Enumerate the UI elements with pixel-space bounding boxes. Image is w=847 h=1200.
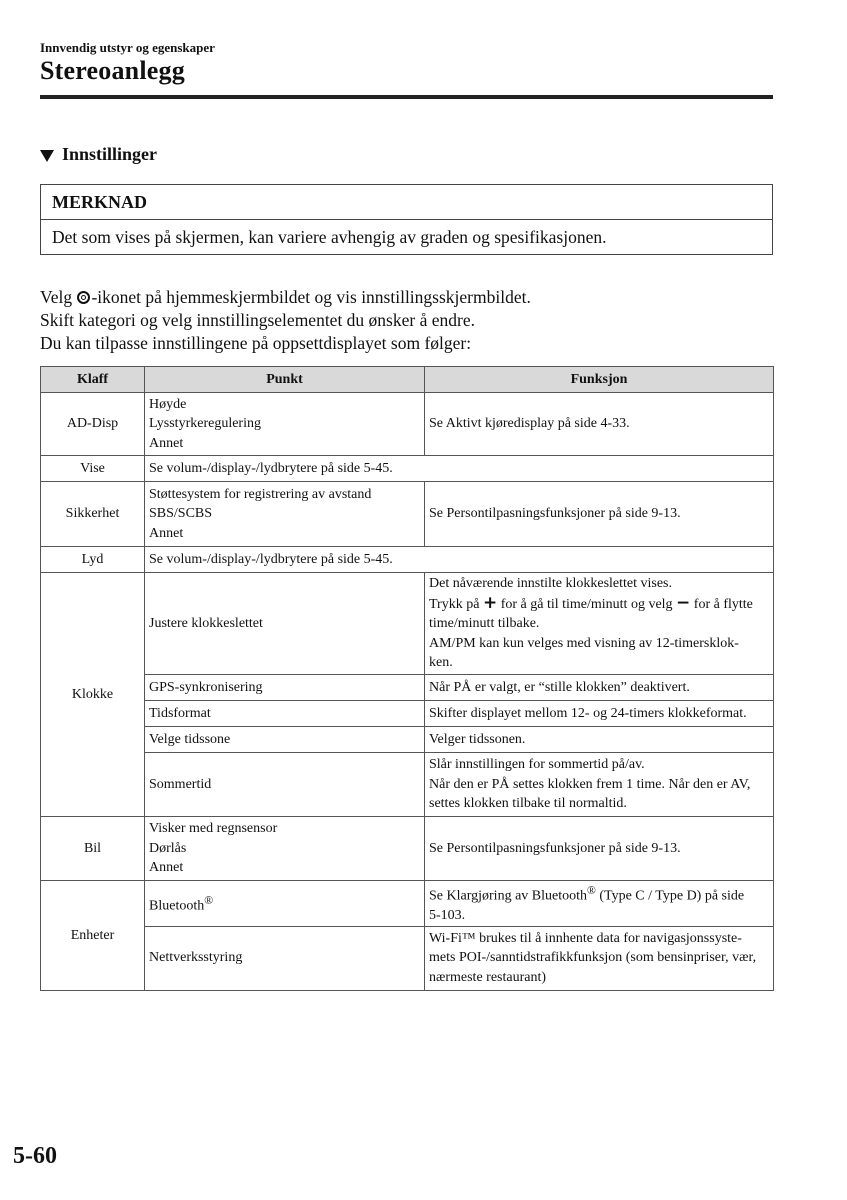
merged-cell: Se volum-/display-/lydbrytere på side 5-45. <box>145 456 774 482</box>
note-text: Det som vises på skjermen, kan variere avhengig av graden og spesifikasjonen. <box>52 227 607 247</box>
table-row <box>41 817 774 881</box>
column-header-klaff: Klaff <box>41 367 145 393</box>
intro-line-1-start: Velg <box>40 287 77 307</box>
klaff-cell: AD-Disp <box>41 393 145 456</box>
table-row <box>41 393 774 456</box>
page-title: Stereoanlegg <box>40 56 185 85</box>
settings-table <box>40 366 774 991</box>
funksjon-line: settes klokken tilbake til normaltid. <box>429 796 627 812</box>
table-row <box>41 456 774 482</box>
text-span: for å gå til time/minutt og velg <box>497 596 677 612</box>
intro-paragraph <box>40 286 531 355</box>
klaff-cell: Sikkerhet <box>41 482 145 547</box>
funksjon-line: Når den er PÅ settes klokken frem 1 time. Når den er AV, <box>429 776 751 792</box>
punkt-line: Annet <box>149 860 184 876</box>
registered-mark: ® <box>587 884 596 897</box>
punkt-cell <box>145 482 425 547</box>
funksjon-line: AM/PM kan kun velges med visning av 12-timersklok- <box>429 635 739 651</box>
minus-icon: − <box>676 592 691 613</box>
funksjon-cell <box>425 573 774 675</box>
punkt-cell: Sommertid <box>145 753 425 817</box>
text-span: for å flytte <box>690 596 753 612</box>
triangle-down-icon <box>40 150 54 162</box>
table-row <box>41 573 774 675</box>
text-span: Bluetooth <box>149 898 205 914</box>
funksjon-cell: Når PÅ er valgt, er “stille klokken” deaktivert. <box>425 675 774 701</box>
column-header-punkt: Punkt <box>145 367 425 393</box>
funksjon-cell <box>425 753 774 817</box>
punkt-line: Annet <box>149 435 184 451</box>
table-row <box>41 926 774 990</box>
funksjon-line: mets POI-/sanntidstrafikkfunksjon (som bensinpriser, vær, <box>429 950 757 966</box>
punkt-cell: Justere klokkeslettet <box>145 573 425 675</box>
funksjon-line: ken. <box>429 655 453 671</box>
punkt-cell: Velge tidssone <box>145 727 425 753</box>
klaff-cell: Klokke <box>41 573 145 817</box>
funksjon-line <box>429 594 769 615</box>
intro-line-2: Skift kategori og velg innstillingselementet du ønsker å endre. <box>40 310 475 330</box>
punkt-line: Høyde <box>149 396 187 412</box>
table-row <box>41 881 774 927</box>
klaff-cell: Lyd <box>41 547 145 573</box>
funksjon-cell: Velger tidssonen. <box>425 727 774 753</box>
punkt-cell: GPS-synkronisering <box>145 675 425 701</box>
note-heading: MERKNAD <box>41 185 772 220</box>
punkt-line: Visker med regnsensor <box>149 821 278 837</box>
funksjon-cell <box>425 926 774 990</box>
intro-line-1 <box>40 286 531 309</box>
table-row <box>41 547 774 573</box>
funksjon-cell: Skifter displayet mellom 12- og 24-timers klokkeformat. <box>425 701 774 727</box>
funksjon-line: time/minutt tilbake. <box>429 616 540 632</box>
table-row <box>41 753 774 817</box>
registered-mark: ® <box>204 893 214 907</box>
column-header-funksjon: Funksjon <box>425 367 774 393</box>
intro-line-3: Du kan tilpasse innstillingene på oppsettdisplayet som følger: <box>40 333 472 353</box>
note-box <box>40 184 773 255</box>
funksjon-line: Slår innstillingen for sommertid på/av. <box>429 757 645 773</box>
funksjon-cell: Se Aktivt kjøredisplay på side 4-33. <box>425 393 774 456</box>
funksjon-line: Wi-Fi™ brukes til å innhente data for navigasjonssyste- <box>429 930 742 946</box>
punkt-line: Lysstyrkeregulering <box>149 416 261 432</box>
funksjon-cell: Se Persontilpasningsfunksjoner på side 9-13. <box>425 817 774 881</box>
table-row <box>41 675 774 701</box>
section-title: Innstillinger <box>62 144 158 164</box>
punkt-line: Støttesystem for registrering av avstand <box>149 486 372 502</box>
punkt-cell <box>145 881 425 927</box>
table-row <box>41 701 774 727</box>
chapter-subtitle: Innvendig utstyr og egenskaper <box>40 40 215 55</box>
funksjon-line: nærmeste restaurant) <box>429 969 547 985</box>
punkt-line: SBS/SCBS <box>149 506 213 522</box>
funksjon-cell: Se Persontilpasningsfunksjoner på side 9-13. <box>425 482 774 547</box>
header-divider <box>40 95 773 99</box>
section-heading <box>40 144 157 165</box>
funksjon-cell <box>425 881 774 927</box>
punkt-cell: Nettverksstyring <box>145 926 425 990</box>
settings-gear-icon <box>77 291 90 304</box>
table-header-row <box>41 367 774 393</box>
punkt-cell <box>145 393 425 456</box>
klaff-cell: Bil <box>41 817 145 881</box>
funksjon-line <box>429 881 769 906</box>
klaff-cell: Vise <box>41 456 145 482</box>
punkt-cell: Tidsformat <box>145 701 425 727</box>
klaff-cell: Enheter <box>41 881 145 991</box>
punkt-line: Annet <box>149 525 184 541</box>
intro-line-1-end: -ikonet på hjemmeskjermbildet og vis innstillingsskjermbildet. <box>91 287 531 307</box>
merged-cell: Se volum-/display-/lydbrytere på side 5-45. <box>145 547 774 573</box>
table-row <box>41 482 774 547</box>
funksjon-line: 5-103. <box>429 908 466 924</box>
text-span: (Type C / Type D) på side <box>595 888 745 904</box>
punkt-cell <box>145 817 425 881</box>
plus-icon: + <box>482 592 498 613</box>
funksjon-line: Det nåværende innstilte klokkeslettet vises. <box>429 576 673 592</box>
text-span: Se Klargjøring av Bluetooth <box>429 888 587 904</box>
punkt-line: Dørlås <box>149 840 187 856</box>
page-number: 5-60 <box>13 1143 57 1169</box>
text-span: Trykk på <box>429 596 483 612</box>
table-row <box>41 727 774 753</box>
